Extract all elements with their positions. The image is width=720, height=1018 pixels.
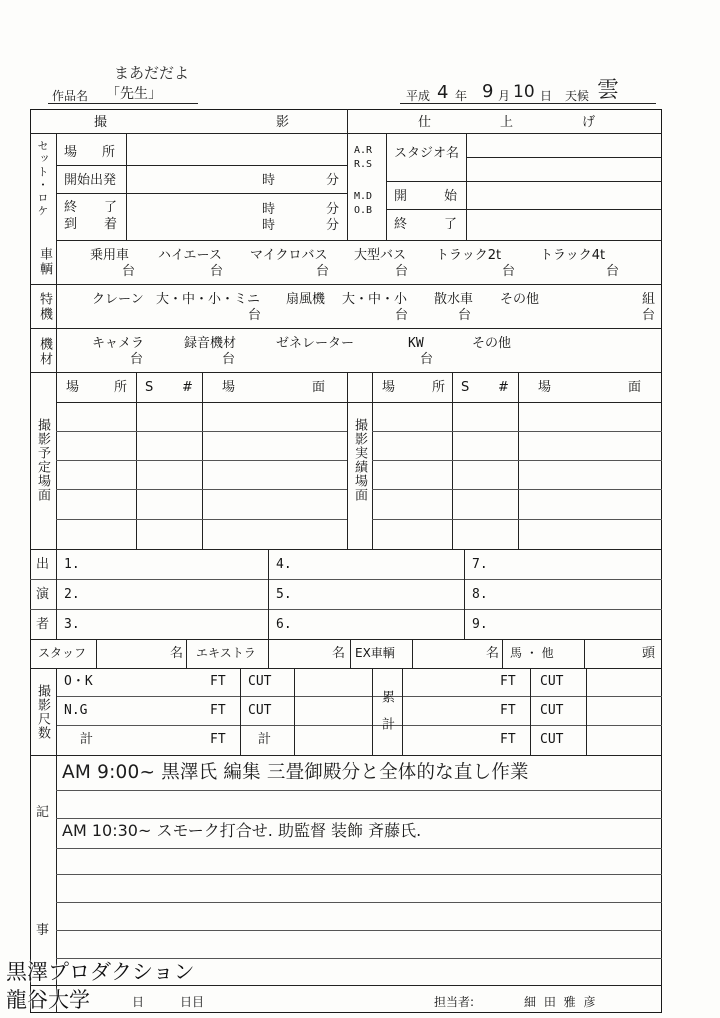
end2-label-1: 終 [394,217,408,232]
camera-label: キャメラ [92,336,145,351]
other-unit: 台 [642,308,656,323]
title-underline [48,103,198,104]
planned-scene-h1: 場 [222,380,236,395]
location-label-2: 所 [102,145,116,160]
ob-label: O.B [354,205,373,216]
day-unit: 日 [540,89,553,103]
vehicle-1: 乗用車 [90,248,130,263]
horse-head-unit: 頭 [642,646,656,661]
equipment-side-label: 機材 [37,337,52,367]
vehicle-2: ハイエース [158,248,222,263]
crane-size-label: 大・中・小・ミニ [156,292,261,307]
month-unit: 月 [498,89,511,103]
title-label: 作品名 [52,89,89,103]
ft-total: FT [210,732,226,747]
vehicle-unit-2: 台 [210,264,224,279]
notes-side-2: 事 [36,923,50,938]
planned-s-h2: # [182,380,193,395]
vehicle-unit-4: 台 [395,264,409,279]
start-minute-label: 分 [326,173,340,188]
vehicle-unit-5: 台 [502,264,516,279]
footer-day-label: 日目 [180,995,205,1009]
footer-date-label: 日 [132,995,145,1009]
vehicle-5: トラック2t [436,248,502,263]
footer-person-label: 担当者: [434,995,475,1009]
actual-place-h2: 所 [432,380,446,395]
cast-number-3: 3. [64,617,80,632]
fan-label: 扇風機 [286,292,326,307]
weather-value: 雲 [597,78,620,103]
film-row-total: 計 [80,732,94,747]
vehicle-unit-6: 台 [606,264,620,279]
group-unit-label: 組 [642,292,656,307]
md-label: M.D [354,191,373,202]
sprinkler-unit: 台 [458,308,472,323]
vehicle-4: 大型バス [354,248,407,263]
finishing-header-2: 上 [500,115,514,130]
vehicle-unit-1: 台 [122,264,136,279]
special-other-label: その他 [500,292,540,307]
ex-vehicle-name-unit: 名 [486,646,500,661]
cast-number-7: 7. [472,557,488,572]
kw-label: KW [408,336,424,351]
cast-number-2: 2. [64,587,80,602]
cast-number-8: 8. [472,587,488,602]
planned-scenes-side-label: 撮影予定場面 [35,418,50,502]
arrival-minute-label: 分 [326,218,340,233]
actual-scene-h2: 面 [628,380,642,395]
actual-scenes-side-label: 撮影実績場面 [352,418,367,502]
year-value: 4 [437,82,449,103]
generator-label: ゼネレーター [276,336,355,351]
cum-ft-total: FT [500,732,516,747]
studio-label: スタジオ名 [394,146,460,161]
finishing-header-1: 仕 [418,115,432,130]
ex-vehicle-label: EX車輌 [355,646,395,660]
cumulative-label: 累計 [379,690,394,744]
end2-label-2: 了 [444,217,458,232]
fan-size-label: 大・中・小 [342,292,408,307]
cast-number-1: 1. [64,557,80,572]
start-label: 開始出発 [64,173,117,188]
shooting-header-1: 撮 [94,115,108,130]
arrival-label-1: 到 [64,217,78,232]
cast-number-9: 9. [472,617,488,632]
year-unit: 年 [455,89,468,103]
footer-person-name: 細 田 雅 彦 [524,995,598,1009]
arrival-hour-label: 時 [262,218,276,233]
vehicle-3: マイクロバス [250,248,328,263]
watermark-line-2: 龍谷大学 [6,988,90,1012]
title-value: 「先生」 [106,86,162,102]
finishing-header-3: げ [582,115,596,130]
start2-label-2: 始 [444,189,458,204]
crane-label: クレーン [92,292,144,307]
cum-cut-total: CUT [540,732,564,747]
notes-side-1: 記 [36,805,50,820]
ft-ng: FT [210,703,226,718]
end-minute-label: 分 [326,202,340,217]
cum-ft-ok: FT [500,674,516,689]
cut-total: 計 [258,732,272,747]
planned-scene-h2: 面 [312,380,326,395]
extra-label: エキストラ [196,646,256,660]
fan-unit: 台 [395,308,409,323]
cum-ft-ng: FT [500,703,516,718]
date-underline [400,103,656,104]
location-label-1: 場 [64,145,78,160]
planned-place-h2: 所 [114,380,128,395]
staff-name-unit: 名 [170,646,184,661]
form-frame [30,109,662,1013]
equipment-other-label: その他 [472,336,512,351]
set-loca-side-label: セット・ロケ [36,140,49,218]
watermark-line-1: 黒澤プロダクション [6,960,195,984]
sound-unit: 台 [222,352,236,367]
film-side-label: 撮影尺数 [35,684,50,740]
sprinkler-label: 散水車 [434,292,474,307]
vehicles-side-label: 車輌 [37,247,52,277]
arrival-label-2: 着 [104,217,118,232]
start-hour-label: 時 [262,173,276,188]
actual-s-h1: S [461,380,470,395]
extra-name-unit: 名 [332,646,346,661]
weather-label: 天候 [565,89,590,103]
cast-side-1: 出 [36,557,50,572]
crane-unit: 台 [248,308,262,323]
cum-cut-ng: CUT [540,703,564,718]
note-line-2: AM 10:30~ スモーク打合せ. 助監督 装飾 斉藤氏. [62,821,422,840]
title-annotation: まあだだよ [114,64,190,82]
ft-ok: FT [210,674,226,689]
vehicle-unit-3: 台 [316,264,330,279]
film-row-ok: O・K [64,674,93,689]
cast-number-6: 6. [276,617,292,632]
cut-ng: CUT [248,703,272,718]
note-line-1: AM 9:00~ 黒澤氏 編集 三畳御殿分と全体的な直し作業 [62,762,529,783]
camera-unit: 台 [130,352,144,367]
generator-unit: 台 [420,352,434,367]
start2-label-1: 開 [394,189,408,204]
actual-s-h2: # [498,380,509,395]
horse-label: 馬 ・ 他 [510,646,554,660]
sound-label: 録音機材 [184,336,237,351]
end-label-1: 終 [64,200,78,215]
actual-scene-h1: 場 [538,380,552,395]
cut-ok: CUT [248,674,272,689]
era-label: 平成 [406,89,431,103]
cast-number-4: 4. [276,557,292,572]
end-label-2: 了 [104,200,118,215]
staff-label: スタッフ [38,646,87,660]
cum-cut-ok: CUT [540,674,564,689]
month-value: 9 [482,81,494,102]
planned-s-h1: S [145,380,154,395]
actual-place-h1: 場 [382,380,396,395]
cast-side-3: 者 [36,617,50,632]
cast-number-5: 5. [276,587,292,602]
vehicle-6: トラック4t [540,248,606,263]
cast-side-2: 演 [36,587,50,602]
ar-label: A.R [354,145,373,156]
special-machines-side-label: 特機 [37,292,52,322]
end-hour-label: 時 [262,202,276,217]
rs-label: R.S [354,159,373,170]
shooting-header-2: 影 [276,115,290,130]
planned-place-h1: 場 [66,380,80,395]
film-row-ng: N.G [64,703,88,718]
day-value: 10 [513,82,535,102]
